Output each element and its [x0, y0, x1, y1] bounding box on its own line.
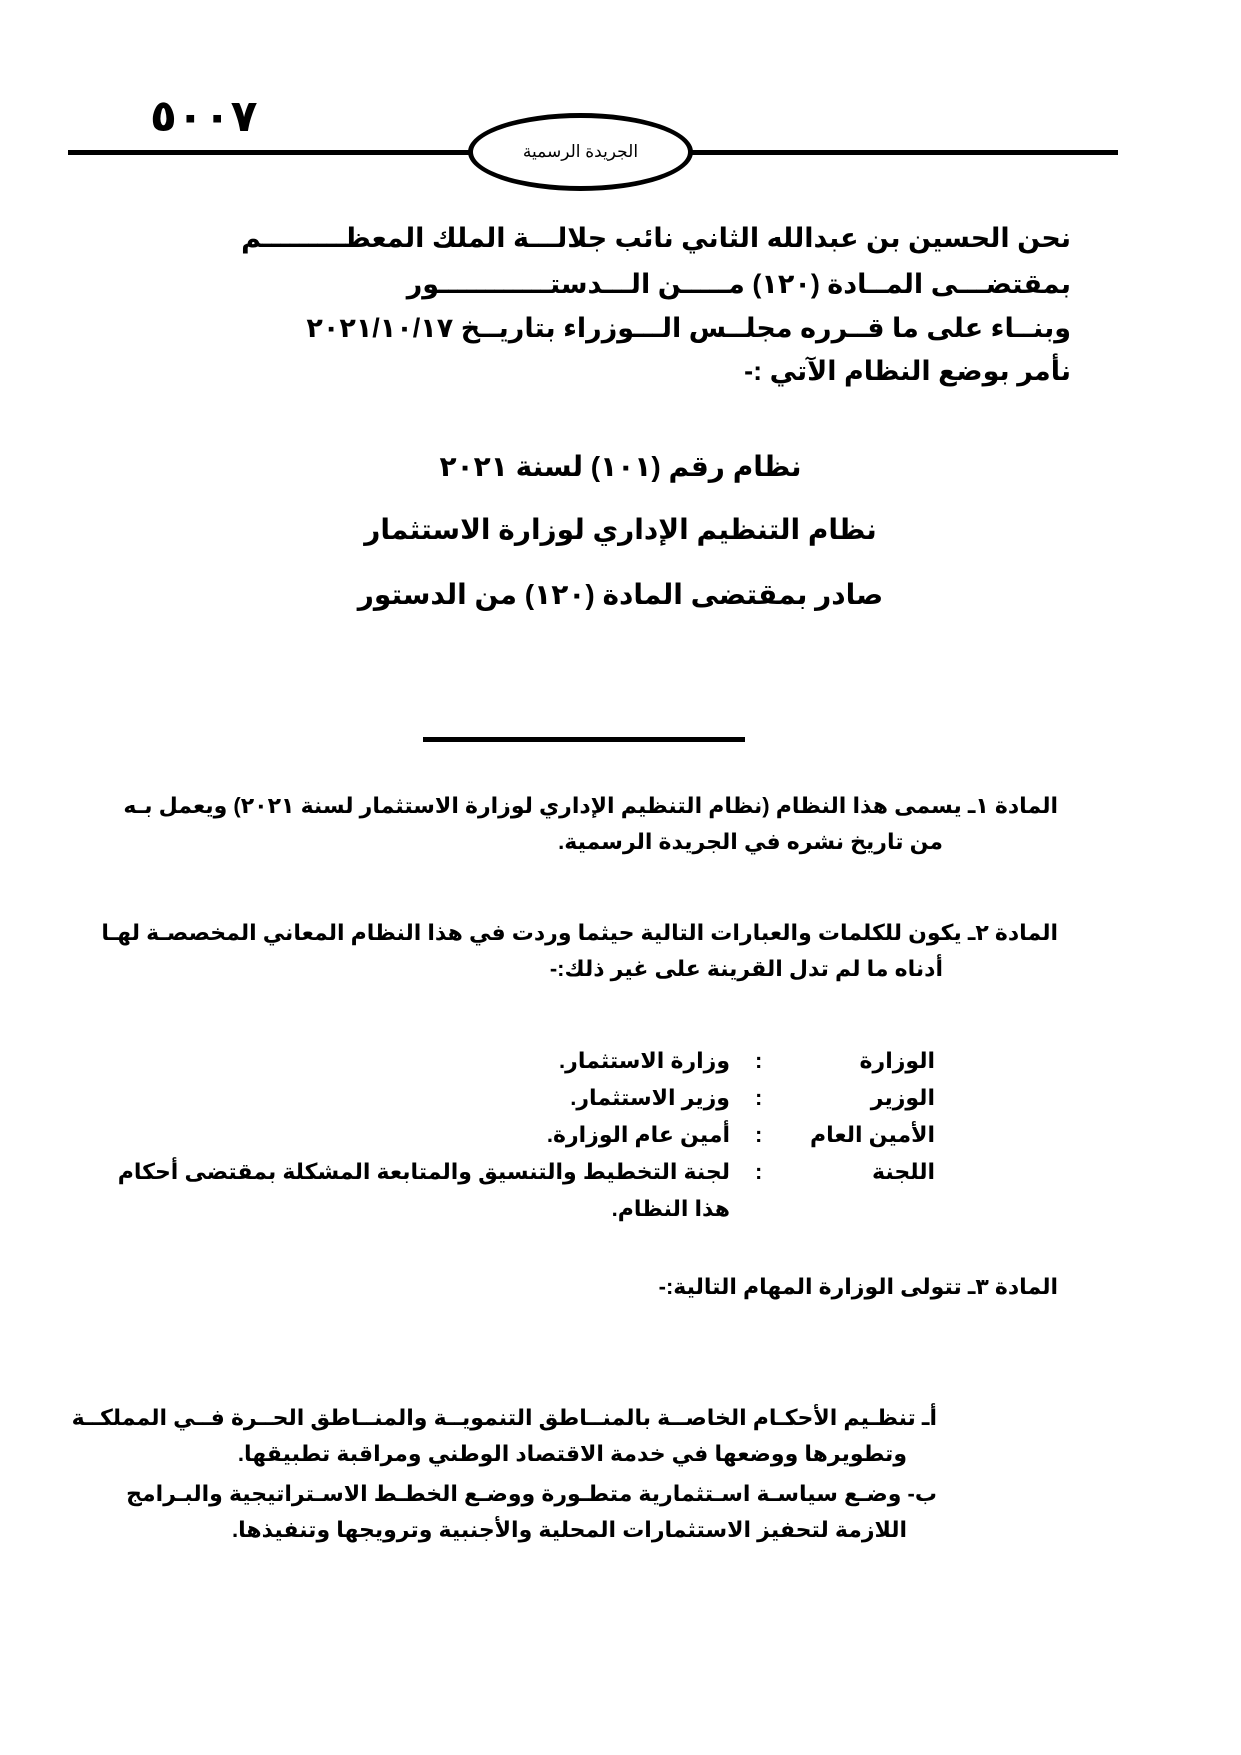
definition-text-continued: هذا النظام.	[611, 1196, 730, 1221]
title-separator	[423, 737, 745, 742]
page-number: ٥٠٠٧	[150, 92, 258, 141]
definition-text: وزارة الاستثمار.	[559, 1048, 730, 1073]
definition-text: وزير الاستثمار.	[570, 1085, 730, 1110]
definition-term: الأمين العام	[809, 1122, 935, 1147]
task-b-line-1: ب- وضـع سياسـة اسـتثمارية متطـورة ووضـع الخطـط الاسـتراتيجية والبـرامج	[126, 1481, 937, 1506]
regulation-number-text: نظام رقم (١٠١) لسنة ٢٠٢١	[439, 451, 802, 482]
definition-colon: :	[755, 1159, 763, 1184]
article-2-line-2: أدناه ما لم تدل القرينة على غير ذلك:-	[549, 956, 943, 981]
definition-colon: :	[755, 1048, 763, 1073]
definition-text: لجنة التخطيط والتنسيق والمتابعة المشكلة بمقتضى أحكام	[117, 1159, 730, 1184]
definition-term: الوزارة	[859, 1048, 935, 1073]
gazette-emblem	[468, 113, 693, 191]
article-2-line-1: المادة ٢ـ يكون للكلمات والعبارات التالية حيثما وردت في هذا النظام المعاني المخصصـة لهـا	[101, 920, 1058, 945]
definition-term: الوزير	[870, 1085, 935, 1110]
preamble-line-1: نحن الحسين بن عبدالله الثاني نائب جلالـــة الملك المعظـــــــــم	[241, 223, 1071, 253]
gazette-name: الجريدة الرسمية	[522, 142, 639, 161]
task-a-line-2: وتطويرها ووضعها في خدمة الاقتصاد الوطني ومراقبة تطبيقها.	[237, 1441, 907, 1466]
article-1-line-1: المادة ١ـ يسمى هذا النظام (نظام التنظيم الإداري لوزارة الاستثمار لسنة ٢٠٢١) ويعمل بـه	[123, 793, 1058, 818]
preamble-line-4: نأمر بوضع النظام الآتي :-	[744, 356, 1071, 386]
regulation-number-title	[0, 450, 1241, 484]
issued-under-title	[0, 578, 1241, 612]
definition-text: أمين عام الوزارة.	[546, 1122, 730, 1147]
article-1-line-2: من تاريخ نشره في الجريدة الرسمية.	[558, 829, 943, 854]
issued-under-text: صادر بمقتضى المادة (١٢٠) من الدستور	[357, 579, 884, 610]
preamble-line-2: بمقتضـــى المــادة (١٢٠) مـــــن الـــدستــــــــــــور	[406, 269, 1071, 299]
article-3-line-1: المادة ٣ـ تتولى الوزارة المهام التالية:-	[658, 1274, 1058, 1299]
task-b-line-2: اللازمة لتحفيز الاستثمارات المحلية والأجنبية وترويجها وتنفيذها.	[232, 1517, 907, 1542]
regulation-name-text: نظام التنظيم الإداري لوزارة الاستثمار	[364, 514, 877, 545]
regulation-name-title	[0, 513, 1241, 547]
definition-term: اللجنة	[872, 1159, 935, 1184]
preamble-line-3: وبنــاء على ما قــرره مجلــس الـــوزراء بتاريــخ ٢٠٢١/١٠/١٧	[306, 313, 1071, 343]
task-a-line-1: أـ تنظـيم الأحكـام الخاصــة بالمنــاطق التنمويــة والمنــاطق الحــرة فــي المملكــة	[71, 1405, 937, 1430]
definition-colon: :	[755, 1085, 763, 1110]
definition-colon: :	[755, 1122, 763, 1147]
